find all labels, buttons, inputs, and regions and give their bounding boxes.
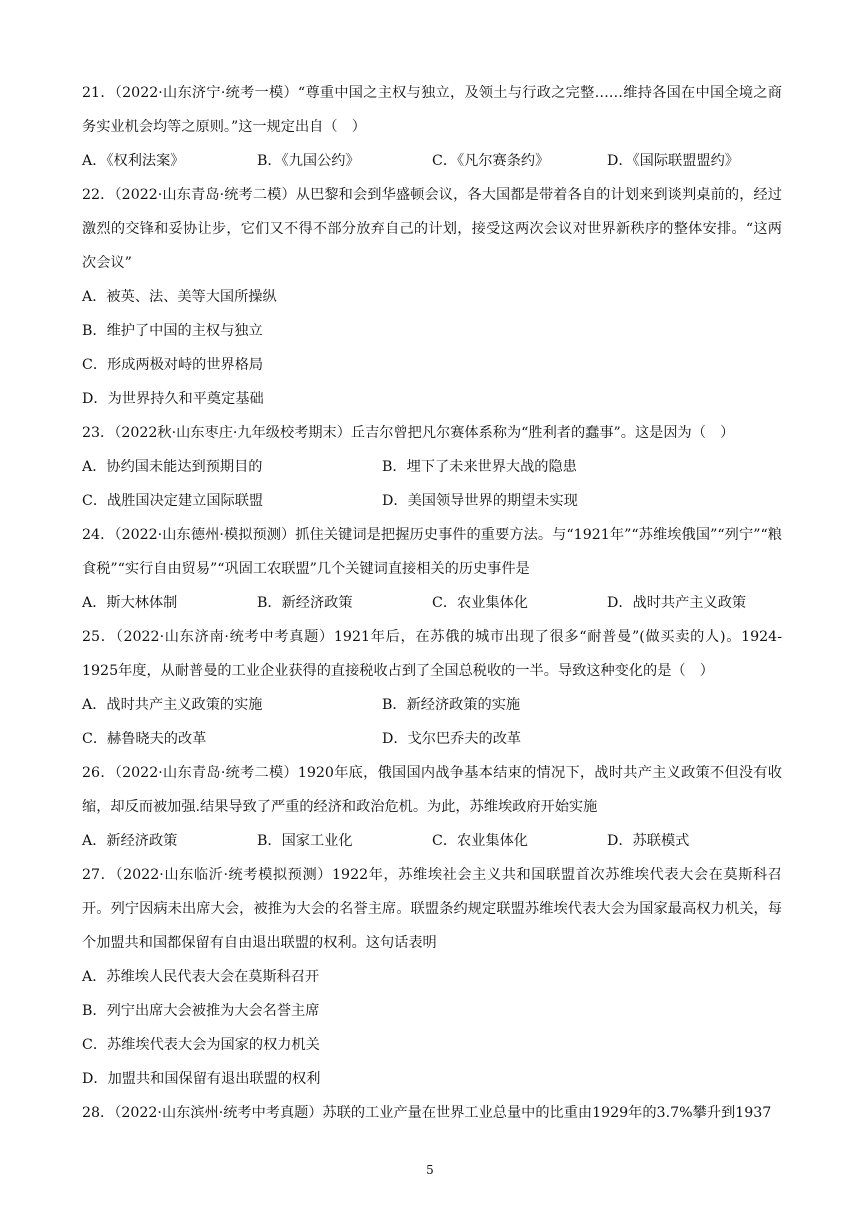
answer-option[interactable]: C．形成两极对峙的世界格局 <box>82 357 264 373</box>
question-stem: 26．（2022·山东青岛·统考二模）1920年底，俄国国内战争基本结束的情况下，战时共产主义政策不但没有收缩，却反而被加强.结果导致了严重的经济和政治危机。为此，苏维埃政府开始实施 <box>82 765 782 815</box>
question-stem: 22．（2022·山东青岛·统考二模）从巴黎和会到华盛顿会议，各大国都是带着各自的计划来到谈判桌前的，经过激烈的交锋和妥协让步，它们又不得不部分放弃自己的计划，接受这两次会议对世界新秩序的整体安排。“这两次会议” <box>82 187 782 271</box>
answer-option[interactable]: C．《凡尔赛条约》 <box>432 153 550 169</box>
answer-option[interactable]: B．国家工业化 <box>257 833 353 849</box>
option-row <box>82 688 782 722</box>
answer-option[interactable]: D．加盟共和国保留有退出联盟的权利 <box>82 1071 321 1087</box>
answer-option[interactable]: C．赫鲁晓夫的改革 <box>82 731 207 747</box>
question-stem: 24．（2022·山东德州·模拟预测）抓住关键词是把握历史事件的重要方法。与“1921年”“苏维埃俄国”“列宁”“粮食税”“实行自由贸易”“巩固工农联盟”几个关键词直接相关的历史事件是 <box>82 527 782 577</box>
answer-option[interactable]: B．埋下了未来世界大战的隐患 <box>382 459 577 475</box>
answer-option[interactable]: C．农业集体化 <box>432 833 528 849</box>
answer-option[interactable]: B．新经济政策 <box>257 595 353 611</box>
answer-option[interactable]: D．戈尔巴乔夫的改革 <box>382 731 522 747</box>
page-number: 5 <box>426 1163 434 1177</box>
question-stem: 28．（2022·山东滨州·统考中考真题）苏联的工业产量在世界工业总量中的比重由1929年的3.7%攀升到1937 <box>82 1105 772 1121</box>
question-block <box>82 620 782 756</box>
answer-option[interactable]: D．战时共产主义政策 <box>607 595 747 611</box>
question-block <box>82 416 782 518</box>
question-block <box>82 1096 782 1130</box>
answer-option[interactable]: A．战时共产主义政策的实施 <box>82 697 263 713</box>
answer-option[interactable]: C．农业集体化 <box>432 595 528 611</box>
question-block <box>82 76 782 178</box>
question-block <box>82 756 782 858</box>
answer-option[interactable]: B．列宁出席大会被推为大会名誉主席 <box>82 1003 320 1019</box>
option-row <box>82 722 782 756</box>
answer-option[interactable]: A．《权利法案》 <box>82 153 185 169</box>
option-row <box>82 586 782 620</box>
question-stem: 21．（2022·山东济宁·统考一模）“尊重中国之主权与独立，及领土与行政之完整……维持各国在中国全境之商务实业机会均等之原则。”这一规定出自（ ） <box>82 85 782 135</box>
question-list <box>82 76 782 1130</box>
option-row <box>82 450 782 484</box>
answer-option[interactable]: B．新经济政策的实施 <box>382 697 521 713</box>
answer-option[interactable]: D．为世界持久和平奠定基础 <box>82 391 264 407</box>
answer-option[interactable]: B．维护了中国的主权与独立 <box>82 323 263 339</box>
question-block <box>82 518 782 620</box>
answer-option[interactable]: C．苏维埃代表大会为国家的权力机关 <box>82 1037 320 1053</box>
answer-option[interactable]: D．苏联模式 <box>607 833 690 849</box>
answer-option[interactable]: D．《国际联盟盟约》 <box>607 153 739 169</box>
question-stem: 23．（2022秋·山东枣庄·九年级校考期末）丘吉尔曾把凡尔赛体系称为“胜利者的蠢事”。这是因为（ ） <box>82 425 735 441</box>
answer-option[interactable]: A．苏维埃人民代表大会在莫斯科召开 <box>82 969 320 985</box>
question-block <box>82 178 782 416</box>
question-stem: 25．（2022·山东济南·统考中考真题）1921年后，在苏俄的城市出现了很多“耐普曼”(做买卖的人)。1924-1925年度，从耐普曼的工业企业获得的直接税收占到了全国总税收的一半。导致这种变化的是（ ） <box>82 629 782 679</box>
option-row <box>82 144 782 178</box>
answer-option[interactable]: D．美国领导世界的期望未实现 <box>382 493 578 509</box>
option-row <box>82 824 782 858</box>
answer-option[interactable]: A．新经济政策 <box>82 833 178 849</box>
question-block <box>82 858 782 1096</box>
option-row <box>82 484 782 518</box>
question-stem: 27．（2022·山东临沂·统考模拟预测）1922年，苏维埃社会主义共和国联盟首次苏维埃代表大会在莫斯科召开。列宁因病未出席大会，被推为大会的名誉主席。联盟条约规定联盟苏维埃代表大会为国家最高权力机关，每个加盟共和国都保留有自由退出联盟的权利。这句话表明 <box>82 867 782 951</box>
answer-option[interactable]: A．被英、法、美等大国所操纵 <box>82 289 277 305</box>
answer-option[interactable]: C．战胜国决定建立国际联盟 <box>82 493 264 509</box>
answer-option[interactable]: A．斯大林体制 <box>82 595 178 611</box>
answer-option[interactable]: A．协约国未能达到预期目的 <box>82 459 263 475</box>
answer-option[interactable]: B．《九国公约》 <box>257 153 360 169</box>
